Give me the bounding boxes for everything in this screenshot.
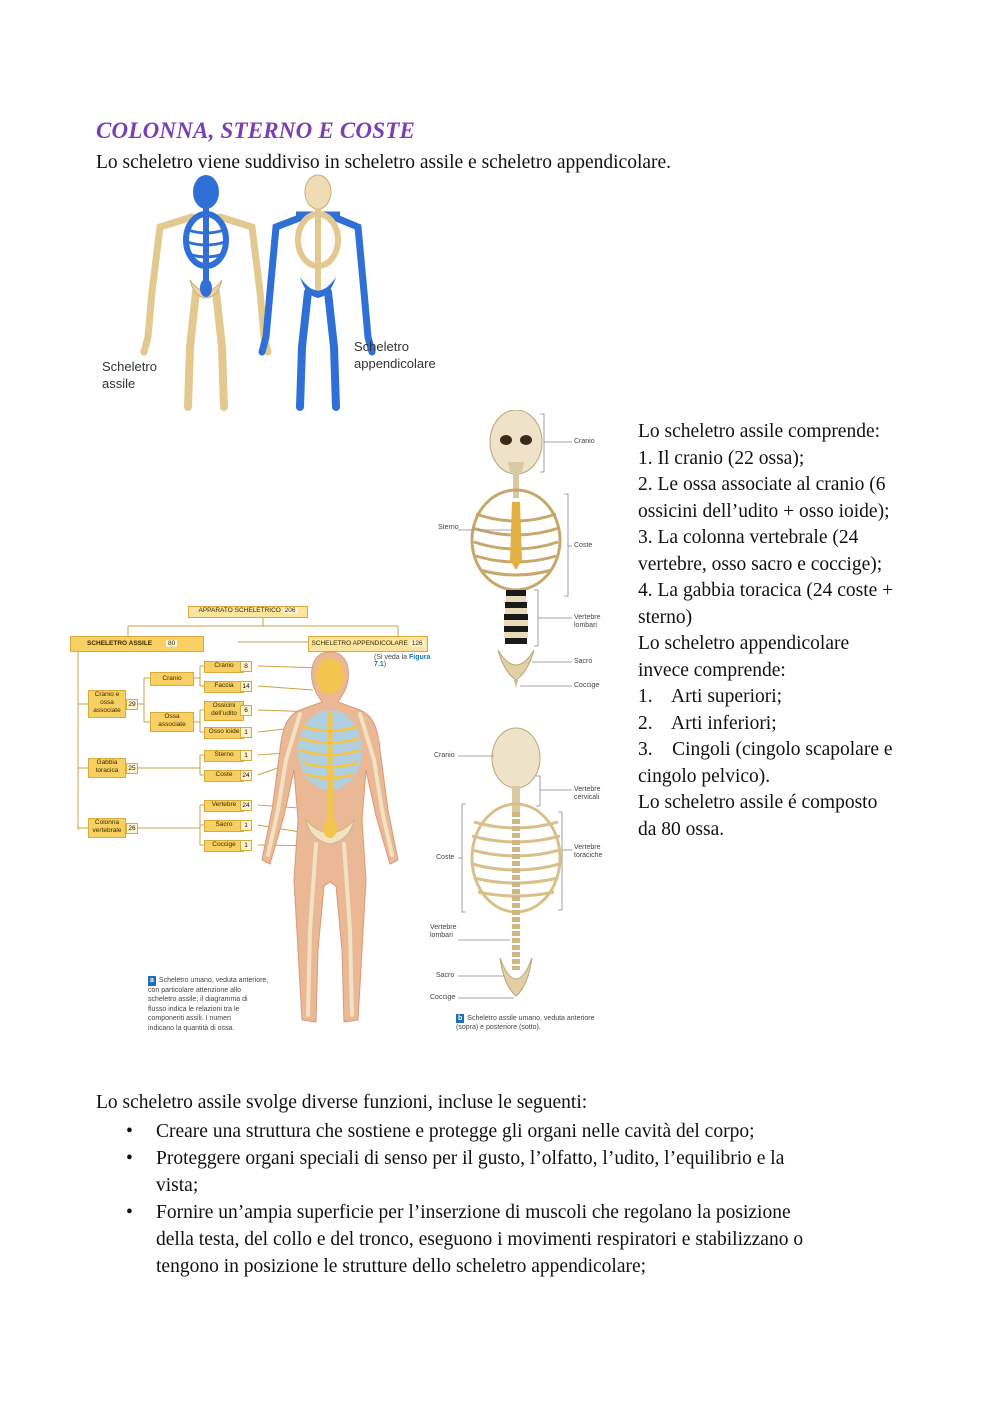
count-ossicini: 6 [240,705,252,716]
figure-reference: (Si veda la Figura 7.1) [374,654,431,668]
label-s2-cranio: Cranio [434,752,455,759]
count-cranio-ossa-associate: 29 [126,699,138,710]
bullet-icon: • [126,1121,133,1142]
box-coste: Coste [204,770,244,782]
label-s1-vertebre-lombari: Vertebre lombari [574,614,601,629]
label-s1-coccige: Coccige [574,682,600,689]
count-gabbia-toracica: 25 [126,763,138,774]
intro-paragraph: Lo scheletro viene suddiviso in scheletro assile e scheletro appendicolare. [96,152,672,173]
appendicular-skeleton-figure [262,175,372,407]
count-faccia: 14 [240,681,252,692]
summary-line: 2. Le ossa associate al cranio (6 [638,474,886,495]
summary-line: vertebre, osso sacro e coccige); [638,553,883,575]
axial-appendicular-summary [638,419,938,843]
summary-line: 3. Cingoli (cingolo scapolare e [638,739,893,760]
count-cranio: 8 [240,661,252,672]
count-coccige: 1 [240,840,252,851]
bullet-icon: • [126,1148,133,1169]
summary-line: Lo scheletro appendicolare [638,633,850,654]
box-coccige: Coccige [204,840,244,852]
summary-line: da 80 ossa. [638,818,725,840]
box-gabbia-toracica: Gabbia toracica [88,758,126,778]
box-colonna-vertebrale: Colonna vertebrale [88,818,126,838]
summary-line: 1. Il cranio (22 ossa); [638,447,805,469]
box-cranio: Cranio [150,672,194,686]
summary-line: ossicini dell’udito + osso ioide); [638,500,890,522]
figure-axial-views [428,410,618,1040]
summary-line: 3. La colonna vertebrale (24 [638,527,859,548]
label-s1-sterno: Sterno [438,524,459,531]
label-appendicular-skeleton: Scheletro appendicolare [354,339,436,371]
count-sacro: 1 [240,820,252,831]
box-ossicini: Ossicini dell’udito [204,701,244,721]
label-s2-vertebre-lombari: Vertebre lombari [430,924,457,939]
functions-intro: Lo scheletro assile svolge diverse funzioni, incluse le seguenti: [96,1092,588,1113]
label-s1-coste: Coste [574,542,593,549]
figure-axial-diagram [68,600,438,1040]
axial-views-illustration [428,410,618,1040]
label-s1-sacro: Sacro [574,658,593,665]
box-apparato-scheletrico: APPARATO SCHELETRICO 206 [188,606,308,618]
summary-line: 4. La gabbia toracica (24 coste + [638,580,894,601]
box-scheletro-appendicolare: SCHELETRO APPENDICOLARE 126 [308,636,428,652]
count-osso-ioide: 1 [240,727,252,738]
summary-line: Lo scheletro assile comprende: [638,421,881,442]
summary-line: cingolo pelvico). [638,765,771,787]
box-scheletro-assile: SCHELETRO ASSILE 80 [70,636,204,652]
caption-a: a Scheletro umano, veduta anteriore, con particolare attenzione allo scheletro assile; il diagramma di flusso indica le relazioni tra le componenti assili. I numeri indicano la quantità di ossa. [148,977,269,1032]
list-item: • Creare una struttura che sostiene e protegge gli organi nelle cavità del corpo; [96,1118,896,1145]
box-osso-ioide: Osso ioide [204,727,244,739]
count-colonna-vertebrale: 26 [126,823,138,834]
bullet-icon: • [126,1202,133,1223]
axial-skeleton-figure [144,175,268,407]
box-cranio-ossa-associate: Cranio e ossa associate [88,690,126,718]
label-axial-skeleton: Scheletro assile [102,359,157,391]
functions-list [96,1118,896,1280]
list-item: • Fornire un’ampia superficie per l’inserzione di muscoli che regolano la posizione della testa, del collo e del tronco, eseguono i movimenti respiratori e stabilizzano o tengono in posizione le strutture dello scheletro appendicolare; [96,1199,896,1280]
summary-line: sterno) [638,606,693,628]
box-cranio-neuro: Cranio [204,661,244,673]
box-faccia: Faccia [204,681,244,693]
box-vertebre: Vertebre [204,800,244,812]
label-s2-coste: Coste [436,854,455,861]
count-vertebre: 24 [240,800,252,811]
summary-line: 2. Arti inferiori; [638,712,777,734]
count-coste: 24 [240,770,252,781]
figure-skeleton-division [100,172,460,417]
summary-line: 1. Arti superiori; [638,686,783,707]
summary-line: invece comprende: [638,659,786,681]
page-title: COLONNA, STERNO E COSTE [96,118,415,143]
anterior-skeleton-illustration [250,650,410,1030]
summary-line: Lo scheletro assile é composto [638,792,878,813]
label-s2-vertebre-toraciche: Vertebre toraciche [574,844,603,859]
label-s2-coccige: Coccige [430,994,456,1001]
caption-b: b Scheletro assile umano, veduta anteriore (sopra) e posteriore (sotto). [456,1015,595,1031]
box-ossa-associate: Ossa associate [150,712,194,732]
list-item: • Proteggere organi speciali di senso per il gusto, l’olfatto, l’udito, l’equilibrio e la vista; [96,1145,896,1199]
box-sacro: Sacro [204,820,244,832]
label-s1-cranio: Cranio [574,438,595,445]
label-s2-vertebre-cervicali: Vertebre cervicali [574,786,601,801]
label-s2-sacro: Sacro [436,972,455,979]
box-sterno: Sterno [204,750,244,762]
count-sterno: 1 [240,750,252,761]
